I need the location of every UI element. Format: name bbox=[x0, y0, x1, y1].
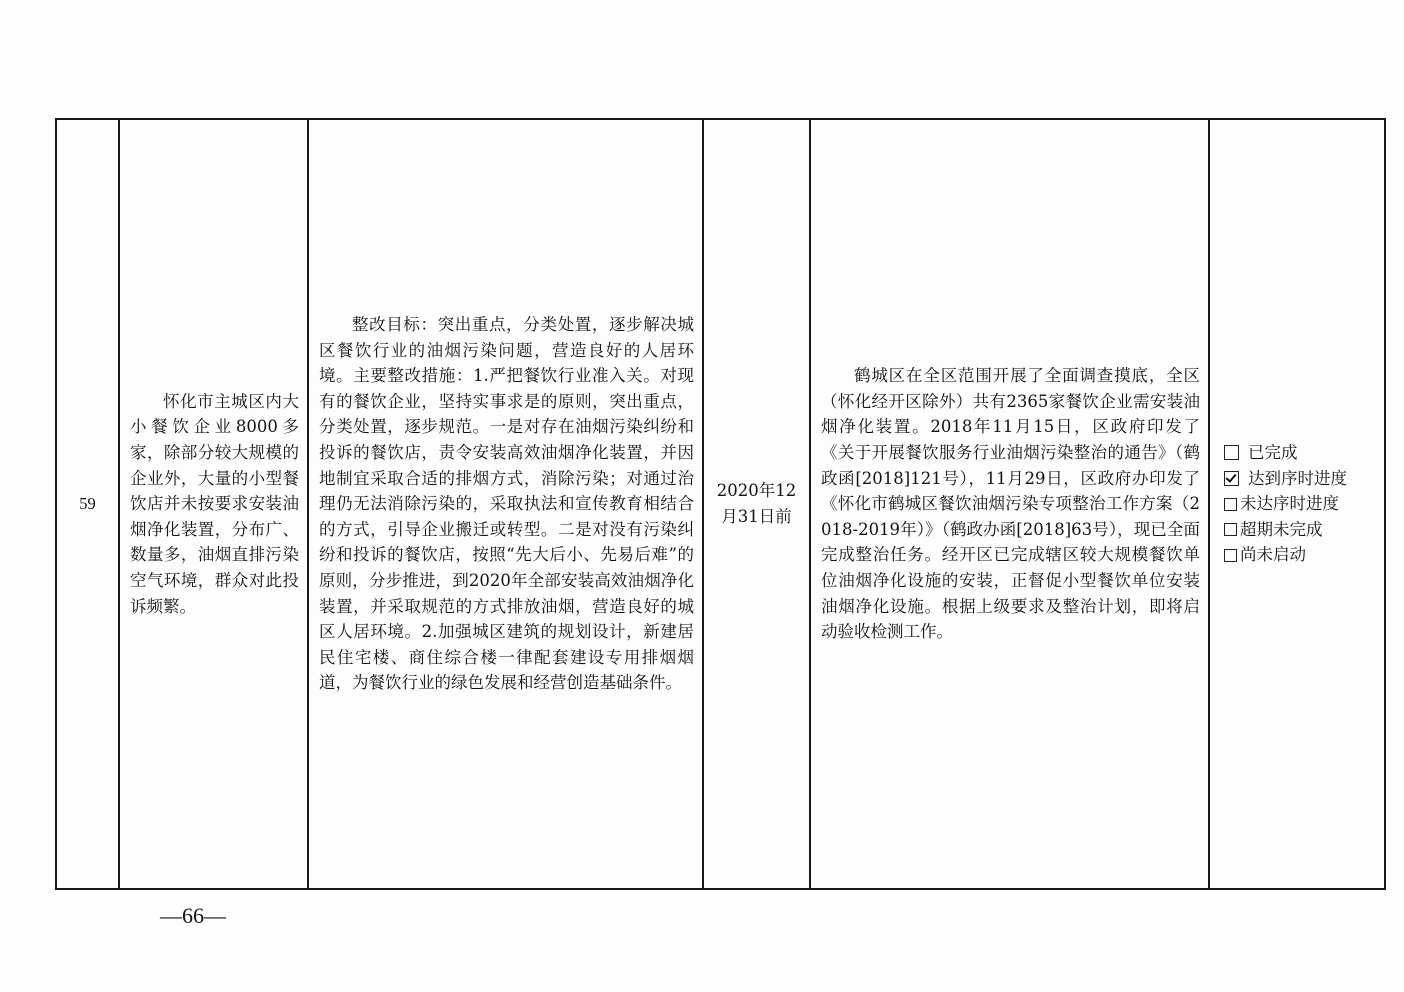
deadline-line-2: 月31日前 bbox=[721, 507, 792, 526]
checkbox-checked-icon[interactable] bbox=[1224, 471, 1239, 486]
progress-cell bbox=[810, 119, 1209, 889]
status-label: 已完成 bbox=[1248, 443, 1298, 463]
status-label: 超期未完成 bbox=[1240, 519, 1323, 539]
status-option-completed[interactable] bbox=[1224, 440, 1384, 466]
issue-text: 怀化市主城区内大小餐饮企业8000多家，除部分较大规模的企业外，大量的小型餐饮店并未按要求安装油烟净化装置，分布广、数量多，油烟直排污染空气环境，群众对此投诉频繁。 bbox=[130, 391, 299, 616]
status-label: 达到序时进度 bbox=[1248, 468, 1347, 488]
checkbox-icon[interactable] bbox=[1224, 523, 1237, 536]
status-list bbox=[1210, 440, 1384, 568]
deadline-line-1: 2020年12 bbox=[716, 481, 797, 501]
status-cell bbox=[1209, 119, 1385, 889]
status-option-behind-schedule[interactable] bbox=[1224, 491, 1384, 517]
checkbox-icon[interactable] bbox=[1224, 498, 1237, 511]
rectification-table bbox=[55, 118, 1386, 890]
status-option-on-schedule[interactable] bbox=[1224, 466, 1384, 492]
checkbox-icon[interactable] bbox=[1224, 549, 1237, 562]
plan-text: 整改目标：突出重点，分类处置，逐步解决城区餐饮行业的油烟污染问题，营造良好的人居环境。主要整改措施：1.严把餐饮行业准入关。对现有的餐饮企业，坚持实事求是的原则，突出重点，分类处置，逐步规范。一是对存在油烟污染纠纷和投诉的餐饮店，责令安装高效油烟净化装置，并因地制宜采取合适的排烟方式，消除污染；对通过治理仍无法消除污染的，采取执法和宣传教育相结合的方式，引导企业搬迁或转型。二是对没有污染纠纷和投诉的餐饮店，按照“先大后小、先易后难”的原则，分步推进，到2020年全部安装高效油烟净化装置，并采取规范的方式排放油烟，营造良好的城区人居环境。2.加强城区建筑的规划设计，新建居民住宅楼、商住综合楼一律配套建设专用排烟烟道，为餐饮行业的绿色发展和经营创造基础条件。 bbox=[319, 315, 694, 693]
issue-cell bbox=[119, 119, 308, 889]
status-label: 尚未启动 bbox=[1240, 545, 1306, 565]
status-option-overdue[interactable] bbox=[1224, 517, 1384, 543]
status-option-not-started[interactable] bbox=[1224, 542, 1384, 568]
row-number: 59 bbox=[56, 119, 119, 889]
checkbox-icon[interactable] bbox=[1224, 445, 1239, 460]
deadline-cell bbox=[703, 119, 810, 889]
progress-text: 鹤城区在全区范围开展了全面调查摸底，全区（怀化经开区除外）共有2365家餐饮企业需安装油烟净化装置。2018年11月15日，区政府印发了《关于开展餐饮服务行业油烟污染整治的通告》（鹤政函[2018]121号），11月29日，区政府办印发了《怀化市鹤城区餐饮油烟污染专项整治工作方案（2018-2019年）》（鹤政办函[2018]63号），现已全面完成整治任务。经开区已完成辖区较大规模餐饮单位油烟净化设施的安装，正督促小型餐饮单位安装油烟净化设施。根据上级要求及整治计划，即将启动验收检测工作。 bbox=[821, 366, 1200, 642]
page-number: —66— bbox=[160, 903, 226, 928]
plan-cell bbox=[308, 119, 703, 889]
table-row bbox=[56, 119, 1385, 889]
status-label: 未达序时进度 bbox=[1240, 494, 1339, 514]
